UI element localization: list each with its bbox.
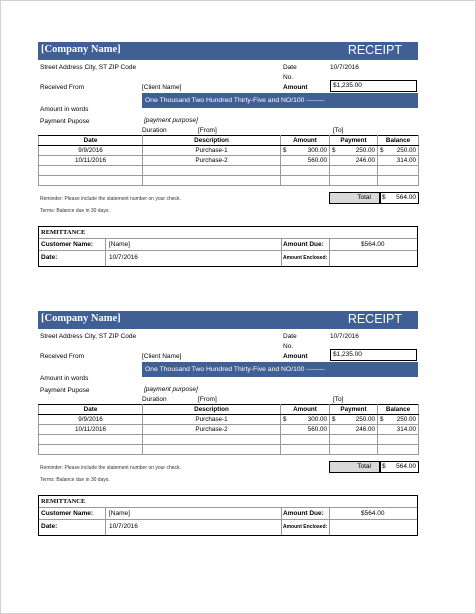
items-table xyxy=(38,404,419,455)
currency-symbol: $ xyxy=(332,416,336,423)
date-value[interactable]: 10/7/2016 xyxy=(330,333,359,340)
number-label: No. xyxy=(283,343,294,350)
payment-purpose-label: Payment Pupose xyxy=(40,387,90,394)
table-row xyxy=(39,435,419,445)
customer-name-label: Customer Name: xyxy=(41,510,94,517)
remittance-date-label: Date: xyxy=(41,254,58,261)
total-label: Total xyxy=(357,463,371,470)
duration-from[interactable]: [From] xyxy=(198,396,217,403)
table-header-row xyxy=(39,136,419,146)
cell-amount[interactable] xyxy=(281,176,330,186)
cell-description[interactable] xyxy=(143,166,281,176)
cell-date[interactable]: 9/9/2016 xyxy=(39,146,143,156)
cell-balance[interactable] xyxy=(378,176,419,186)
receipt-1 xyxy=(38,42,418,268)
items-table xyxy=(38,135,419,186)
cell-date[interactable]: 9/9/2016 xyxy=(39,415,143,425)
customer-name-label: Customer Name: xyxy=(41,241,94,248)
amount-enclosed-field[interactable] xyxy=(331,523,415,532)
total-value: 564.00 xyxy=(396,194,416,201)
amount-label: Amount xyxy=(283,353,308,360)
amount-due-value[interactable]: $564.00 xyxy=(361,510,385,517)
table-header-row xyxy=(39,405,419,415)
amount-in-words-value: One Thousand Two Hundred Thirty-Five and NO/100 -------- xyxy=(145,97,325,104)
payment-purpose-value[interactable]: [payment purpose] xyxy=(144,117,198,124)
cell-description[interactable] xyxy=(143,445,281,455)
col-balance-header: Balance xyxy=(378,405,419,415)
currency-symbol: $ xyxy=(382,194,386,201)
cell-amount[interactable] xyxy=(281,435,330,445)
receipt-header xyxy=(38,311,418,329)
cell-amount[interactable] xyxy=(281,415,330,425)
remittance-date-value[interactable]: 10/7/2016 xyxy=(109,254,138,261)
cell-payment[interactable] xyxy=(330,445,378,455)
currency-symbol: $ xyxy=(382,463,386,470)
cell-payment[interactable] xyxy=(330,415,378,425)
currency-symbol: $ xyxy=(380,147,384,154)
cell-description[interactable]: Purchase-1 xyxy=(143,146,281,156)
reminder-note: Reminder: Please include the statement number on your check. xyxy=(40,465,181,471)
col-payment-header: Payment xyxy=(330,136,378,146)
remittance-box xyxy=(38,226,418,267)
table-row xyxy=(39,156,419,166)
date-value[interactable]: 10/7/2016 xyxy=(330,64,359,71)
date-label: Date xyxy=(283,333,297,340)
col-date-header: Date xyxy=(39,136,143,146)
cell-payment[interactable] xyxy=(330,176,378,186)
table-row xyxy=(39,146,419,156)
duration-to[interactable]: [To] xyxy=(333,127,344,134)
currency-symbol: $ xyxy=(380,416,384,423)
cell-amount[interactable] xyxy=(281,166,330,176)
cell-amount[interactable]: 560.00 xyxy=(281,425,330,435)
table-row xyxy=(39,425,419,435)
table-row xyxy=(39,445,419,455)
amount-due-value[interactable]: $564.00 xyxy=(361,241,385,248)
payment-purpose-value[interactable]: [payment purpose] xyxy=(144,386,198,393)
cell-amount[interactable] xyxy=(281,445,330,455)
amount-value: 300.00 xyxy=(307,416,327,423)
total-label-cell xyxy=(329,461,381,473)
customer-name-value[interactable]: [Name] xyxy=(109,241,130,248)
col-date-header: Date xyxy=(39,405,143,415)
remittance-date-value[interactable]: 10/7/2016 xyxy=(109,523,138,530)
cell-description[interactable]: Purchase-2 xyxy=(143,156,281,166)
cell-description[interactable] xyxy=(143,435,281,445)
currency-symbol: $ xyxy=(283,416,287,423)
remittance-box xyxy=(38,495,418,536)
cell-balance[interactable] xyxy=(378,166,419,176)
amount-enclosed-label: Amount Enclosed: xyxy=(283,255,328,261)
received-from-label: Received From xyxy=(40,353,85,360)
amount-value: $1,235.00 xyxy=(333,82,362,89)
receipt-header xyxy=(38,42,418,60)
currency-symbol: $ xyxy=(332,147,336,154)
received-from-value[interactable]: [Client Name] xyxy=(142,84,182,91)
payment-value: 250.00 xyxy=(355,416,375,423)
cell-description[interactable]: Purchase-1 xyxy=(143,415,281,425)
amount-field[interactable] xyxy=(330,349,417,361)
amount-in-words-field[interactable] xyxy=(142,93,418,108)
remittance-title: REMITTANCE xyxy=(41,229,86,236)
cell-balance[interactable] xyxy=(378,146,419,156)
company-name[interactable]: [Company Name] xyxy=(41,44,121,55)
cell-date[interactable]: 10/11/2016 xyxy=(39,156,143,166)
company-address[interactable]: Street Address City, ST ZIP Code xyxy=(40,64,137,71)
col-balance-header: Balance xyxy=(378,136,419,146)
terms-note: Terms: Balance due in 30 days. xyxy=(40,477,110,483)
amount-value: $1,235.00 xyxy=(333,351,362,358)
cell-description[interactable]: Purchase-2 xyxy=(143,425,281,435)
receipt-title: RECEIPT xyxy=(347,43,402,57)
duration-from[interactable]: [From] xyxy=(198,127,217,134)
cell-balance[interactable]: 314.00 xyxy=(378,156,419,166)
number-label: No. xyxy=(283,74,294,81)
table-row xyxy=(39,166,419,176)
received-from-label: Received From xyxy=(40,84,85,91)
payment-purpose-label: Payment Pupose xyxy=(40,118,90,125)
received-from-value[interactable]: [Client Name] xyxy=(142,353,182,360)
cell-payment[interactable] xyxy=(330,146,378,156)
cell-balance[interactable] xyxy=(378,415,419,425)
terms-note: Terms: Balance due in 30 days. xyxy=(40,208,110,214)
amount-in-words-label: Amount in words xyxy=(40,375,89,382)
table-row xyxy=(39,176,419,186)
cell-balance[interactable]: 314.00 xyxy=(378,425,419,435)
cell-payment[interactable]: 246.00 xyxy=(330,425,378,435)
cell-description[interactable] xyxy=(143,176,281,186)
col-description-header: Description xyxy=(143,136,281,146)
amount-due-label: Amount Due: xyxy=(283,510,324,517)
reminder-note: Reminder: Please include the statement number on your check. xyxy=(40,196,181,202)
receipt-title: RECEIPT xyxy=(347,312,402,326)
cell-payment[interactable] xyxy=(330,166,378,176)
balance-value: 250.00 xyxy=(396,416,416,423)
date-label: Date xyxy=(283,64,297,71)
amount-in-words-value: One Thousand Two Hundred Thirty-Five and NO/100 -------- xyxy=(145,366,325,373)
cell-date[interactable] xyxy=(39,445,143,455)
amount-in-words-field[interactable] xyxy=(142,362,418,377)
amount-in-words-label: Amount in words xyxy=(40,106,89,113)
cell-balance[interactable] xyxy=(378,445,419,455)
cell-date[interactable]: 10/11/2016 xyxy=(39,425,143,435)
total-label: Total xyxy=(357,194,371,201)
cell-amount[interactable] xyxy=(281,146,330,156)
customer-name-value[interactable]: [Name] xyxy=(109,510,130,517)
duration-label: Duration xyxy=(142,396,167,403)
cell-date[interactable] xyxy=(39,166,143,176)
payment-value: 250.00 xyxy=(355,147,375,154)
balance-value: 250.00 xyxy=(396,147,416,154)
cell-date[interactable] xyxy=(39,435,143,445)
company-address[interactable]: Street Address City, ST ZIP Code xyxy=(40,333,137,340)
cell-amount[interactable]: 560.00 xyxy=(281,156,330,166)
col-payment-header: Payment xyxy=(330,405,378,415)
cell-date[interactable] xyxy=(39,176,143,186)
amount-value: 300.00 xyxy=(307,147,327,154)
cell-balance[interactable] xyxy=(378,435,419,445)
amount-field[interactable] xyxy=(330,80,417,92)
company-name[interactable]: [Company Name] xyxy=(41,313,121,324)
receipt-2 xyxy=(38,311,418,537)
total-value: 564.00 xyxy=(396,463,416,470)
cell-payment[interactable]: 246.00 xyxy=(330,156,378,166)
col-description-header: Description xyxy=(143,405,281,415)
remittance-date-label: Date: xyxy=(41,523,58,530)
amount-due-label: Amount Due: xyxy=(283,241,324,248)
total-value-cell[interactable] xyxy=(379,461,419,473)
total-value-cell[interactable] xyxy=(379,192,419,204)
col-amount-header: Amount xyxy=(281,405,330,415)
duration-to[interactable]: [To] xyxy=(333,396,344,403)
currency-symbol: $ xyxy=(283,147,287,154)
total-label-cell xyxy=(329,192,381,204)
cell-payment[interactable] xyxy=(330,435,378,445)
remittance-title: REMITTANCE xyxy=(41,498,86,505)
table-row xyxy=(39,415,419,425)
amount-enclosed-field[interactable] xyxy=(331,254,415,263)
duration-label: Duration xyxy=(142,127,167,134)
amount-label: Amount xyxy=(283,84,308,91)
amount-enclosed-label: Amount Enclosed: xyxy=(283,524,328,530)
col-amount-header: Amount xyxy=(281,136,330,146)
